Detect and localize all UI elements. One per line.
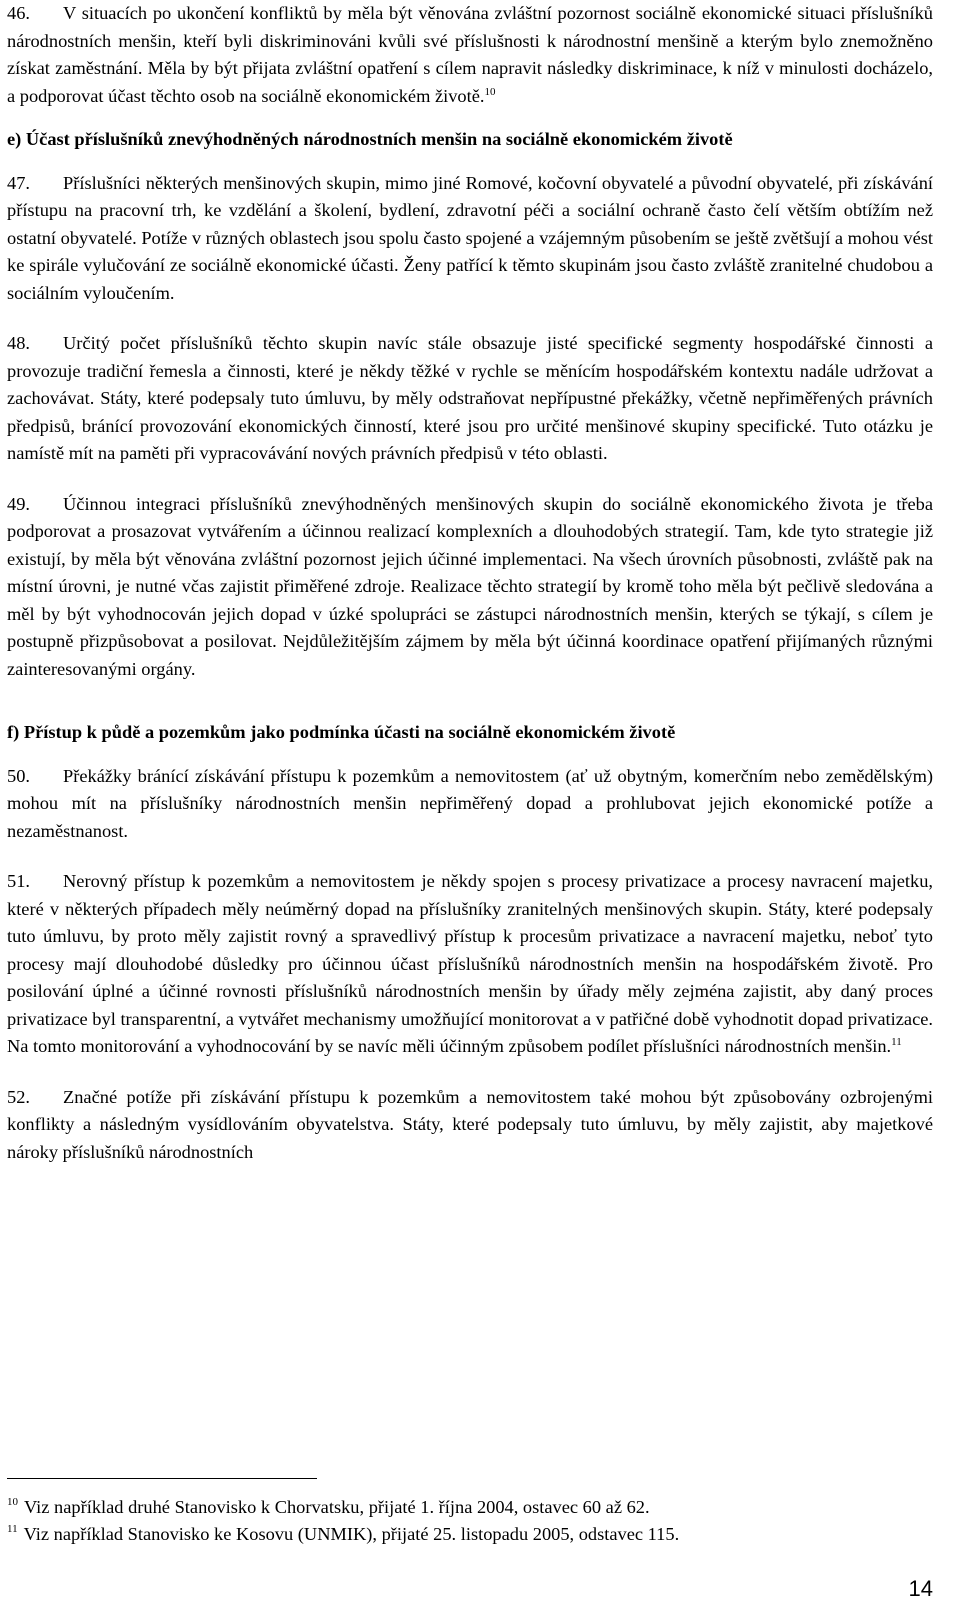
paragraph-number: 52. <box>7 1086 30 1107</box>
footnote-11 <box>7 1521 933 1548</box>
paragraph-number: 51. <box>7 871 30 891</box>
section-heading-e: e) Účast příslušníků znevýhodněných národnostních menšin na sociálně ekonomickém životě <box>7 129 733 149</box>
paragraph-46 <box>7 0 933 110</box>
paragraph-number: 47. <box>7 172 30 193</box>
paragraph-number: 46. <box>7 3 30 23</box>
paragraph-text: Překážky bránící získávání přístupu k pozemkům a nemovitostem (ať už obytným, komerčním nebo zemědělským) mohou mít na příslušníky národnostních menšin nepřiměřený dopad a prohlubovat jejich ekonomické potíže a nezaměstnanost. <box>7 765 933 841</box>
page-number: 14 <box>908 1576 933 1601</box>
section-heading-f: f) Přístup k půdě a pozemkům jako podmínka účasti na sociálně ekonomickém životě <box>7 722 676 742</box>
paragraph-47 <box>7 170 933 308</box>
footnote-marker: 10 <box>7 1496 18 1508</box>
paragraph-text: V situacích po ukončení konfliktů by měla být věnována zvláštní pozornost sociálně ekonomické situaci příslušníků národnostních menšin, kteří byli diskriminováni kvůli své příslušnosti k národnostní menšině a kterým bylo znemožněno získat zaměstnání. Měla by být přijata zvláštní opatření s cílem napravit následky diskriminace, k níž v minulosti docházelo, a podporovat účast těchto osob na sociálně ekonomickém životě. <box>7 3 933 106</box>
footnotes <box>7 1494 933 1548</box>
paragraph-number: 48. <box>7 333 30 353</box>
paragraph-text: Určitý počet příslušníků těchto skupin navíc stále obsazuje jisté specifické segmenty hospodářské činnosti a provozuje tradiční řemesla a činnosti, které je někdy těžké v rychle se měnícím hospodářském kontextu nadále udržovat a zachovávat. Státy, které podepsaly tuto úmluvu, by měly odstraňovat nepřípustné překážky, včetně nepřiměřených právních předpisů, bránící provozování ekonomických činností, které jsou pro určité menšinové skupiny specifické. Tuto otázku je namístě mít na paměti při vypracovávání nových právních předpisů v této oblasti. <box>7 333 933 463</box>
footnote-text: Viz například druhé Stanovisko k Chorvatsku, přijaté 1. října 2004, ostavec 60 až 62. <box>24 1497 650 1517</box>
footnote-10 <box>7 1494 933 1521</box>
footnote-marker: 11 <box>7 1523 18 1535</box>
paragraph-52 <box>7 1084 933 1167</box>
footnote-reference: 11 <box>891 1036 902 1048</box>
document-page <box>7 0 933 1544</box>
paragraph-number: 50. <box>7 765 30 786</box>
paragraph-text: Značné potíže při získávání přístupu k pozemkům a nemovitostem také mohou být způsobovány ozbrojenými konflikty a následným vysídlováním obyvatelstva. Státy, které podepsaly tuto úmluvu, by měly zajistit, aby majetkové nároky příslušníků národnostních <box>7 1086 933 1162</box>
footnote-separator <box>7 1478 317 1479</box>
paragraph-51 <box>7 868 933 1061</box>
paragraph-50 <box>7 763 933 846</box>
footnote-reference: 10 <box>484 85 496 98</box>
paragraph-49 <box>7 491 933 684</box>
paragraph-text: Účinnou integraci příslušníků znevýhodněných menšinových skupin do sociálně ekonomického života je třeba podporovat a prosazovat vytvářením a účinnou realizací komplexních a dlouhodobých strategií. Tam, kde tyto strategie již existují, by měla být věnována zvláštní pozornost jejich účinné implementaci. Na všech úrovních působnosti, zvláště pak na místní úrovni, je nutné včas zajistit přiměřené zdroje. Realizace těchto strategií by kromě toho měla být pečlivě sledována a měl by být vyhodnocován jejich dopad v úzké spolupráci se zástupci národnostních menšin, kterých se týkají, s cílem je postupně přizpůsobovat a posilovat. Nejdůležitějším zájmem by měla být účinná koordinace opatření přijímaných různými zainteresovanými orgány. <box>7 493 933 679</box>
paragraph-48 <box>7 330 933 468</box>
paragraph-text: Nerovný přístup k pozemkům a nemovitostem je někdy spojen s procesy privatizace a procesy navracení majetku, které v některých případech měly neúměrný dopad na příslušníky zranitelných menšinových skupin. Státy, které podepsaly tuto úmluvu, by proto měly zajistit rovný a spravedlivý přístup k procesům privatizace a navracení majetku, neboť tyto procesy mají dlouhodobé důsledky pro účinnou účast příslušníků národnostních menšin na hospodářském životě. Pro posilování úplné a účinné rovnosti příslušníků národnostních menšin by úřady měly zejména zajistit, aby daný proces privatizace byl transparentní, a vytvářet mechanismy umožňující monitorovat a v patřičné době vyhodnotit dopad privatizace. Na tomto monitorování a vyhodnocování by se navíc měli účinným způsobem podílet příslušníci národnostních menšin. <box>7 871 933 1056</box>
footnote-text: Viz například Stanovisko ke Kosovu (UNMIK), přijaté 25. listopadu 2005, odstavec 115. <box>23 1524 680 1544</box>
paragraph-text: Příslušníci některých menšinových skupin, mimo jiné Romové, kočovní obyvatelé a původní obyvatelé, při získávání přístupu na pracovní trh, ke vzdělání a školení, bydlení, zdravotní péči a sociální ochraně často čelí větším obtížím než ostatní obyvatelé. Potíže v různých oblastech jsou spolu často spojené a vzájemným působením se ještě zvětšují a mohou vést ke spirále vylučování ze sociálně ekonomické účasti. Ženy patřící k těmto skupinám jsou často zvláště zranitelné chudobou a sociálním vyloučením. <box>7 172 933 303</box>
paragraph-number: 49. <box>7 493 30 514</box>
